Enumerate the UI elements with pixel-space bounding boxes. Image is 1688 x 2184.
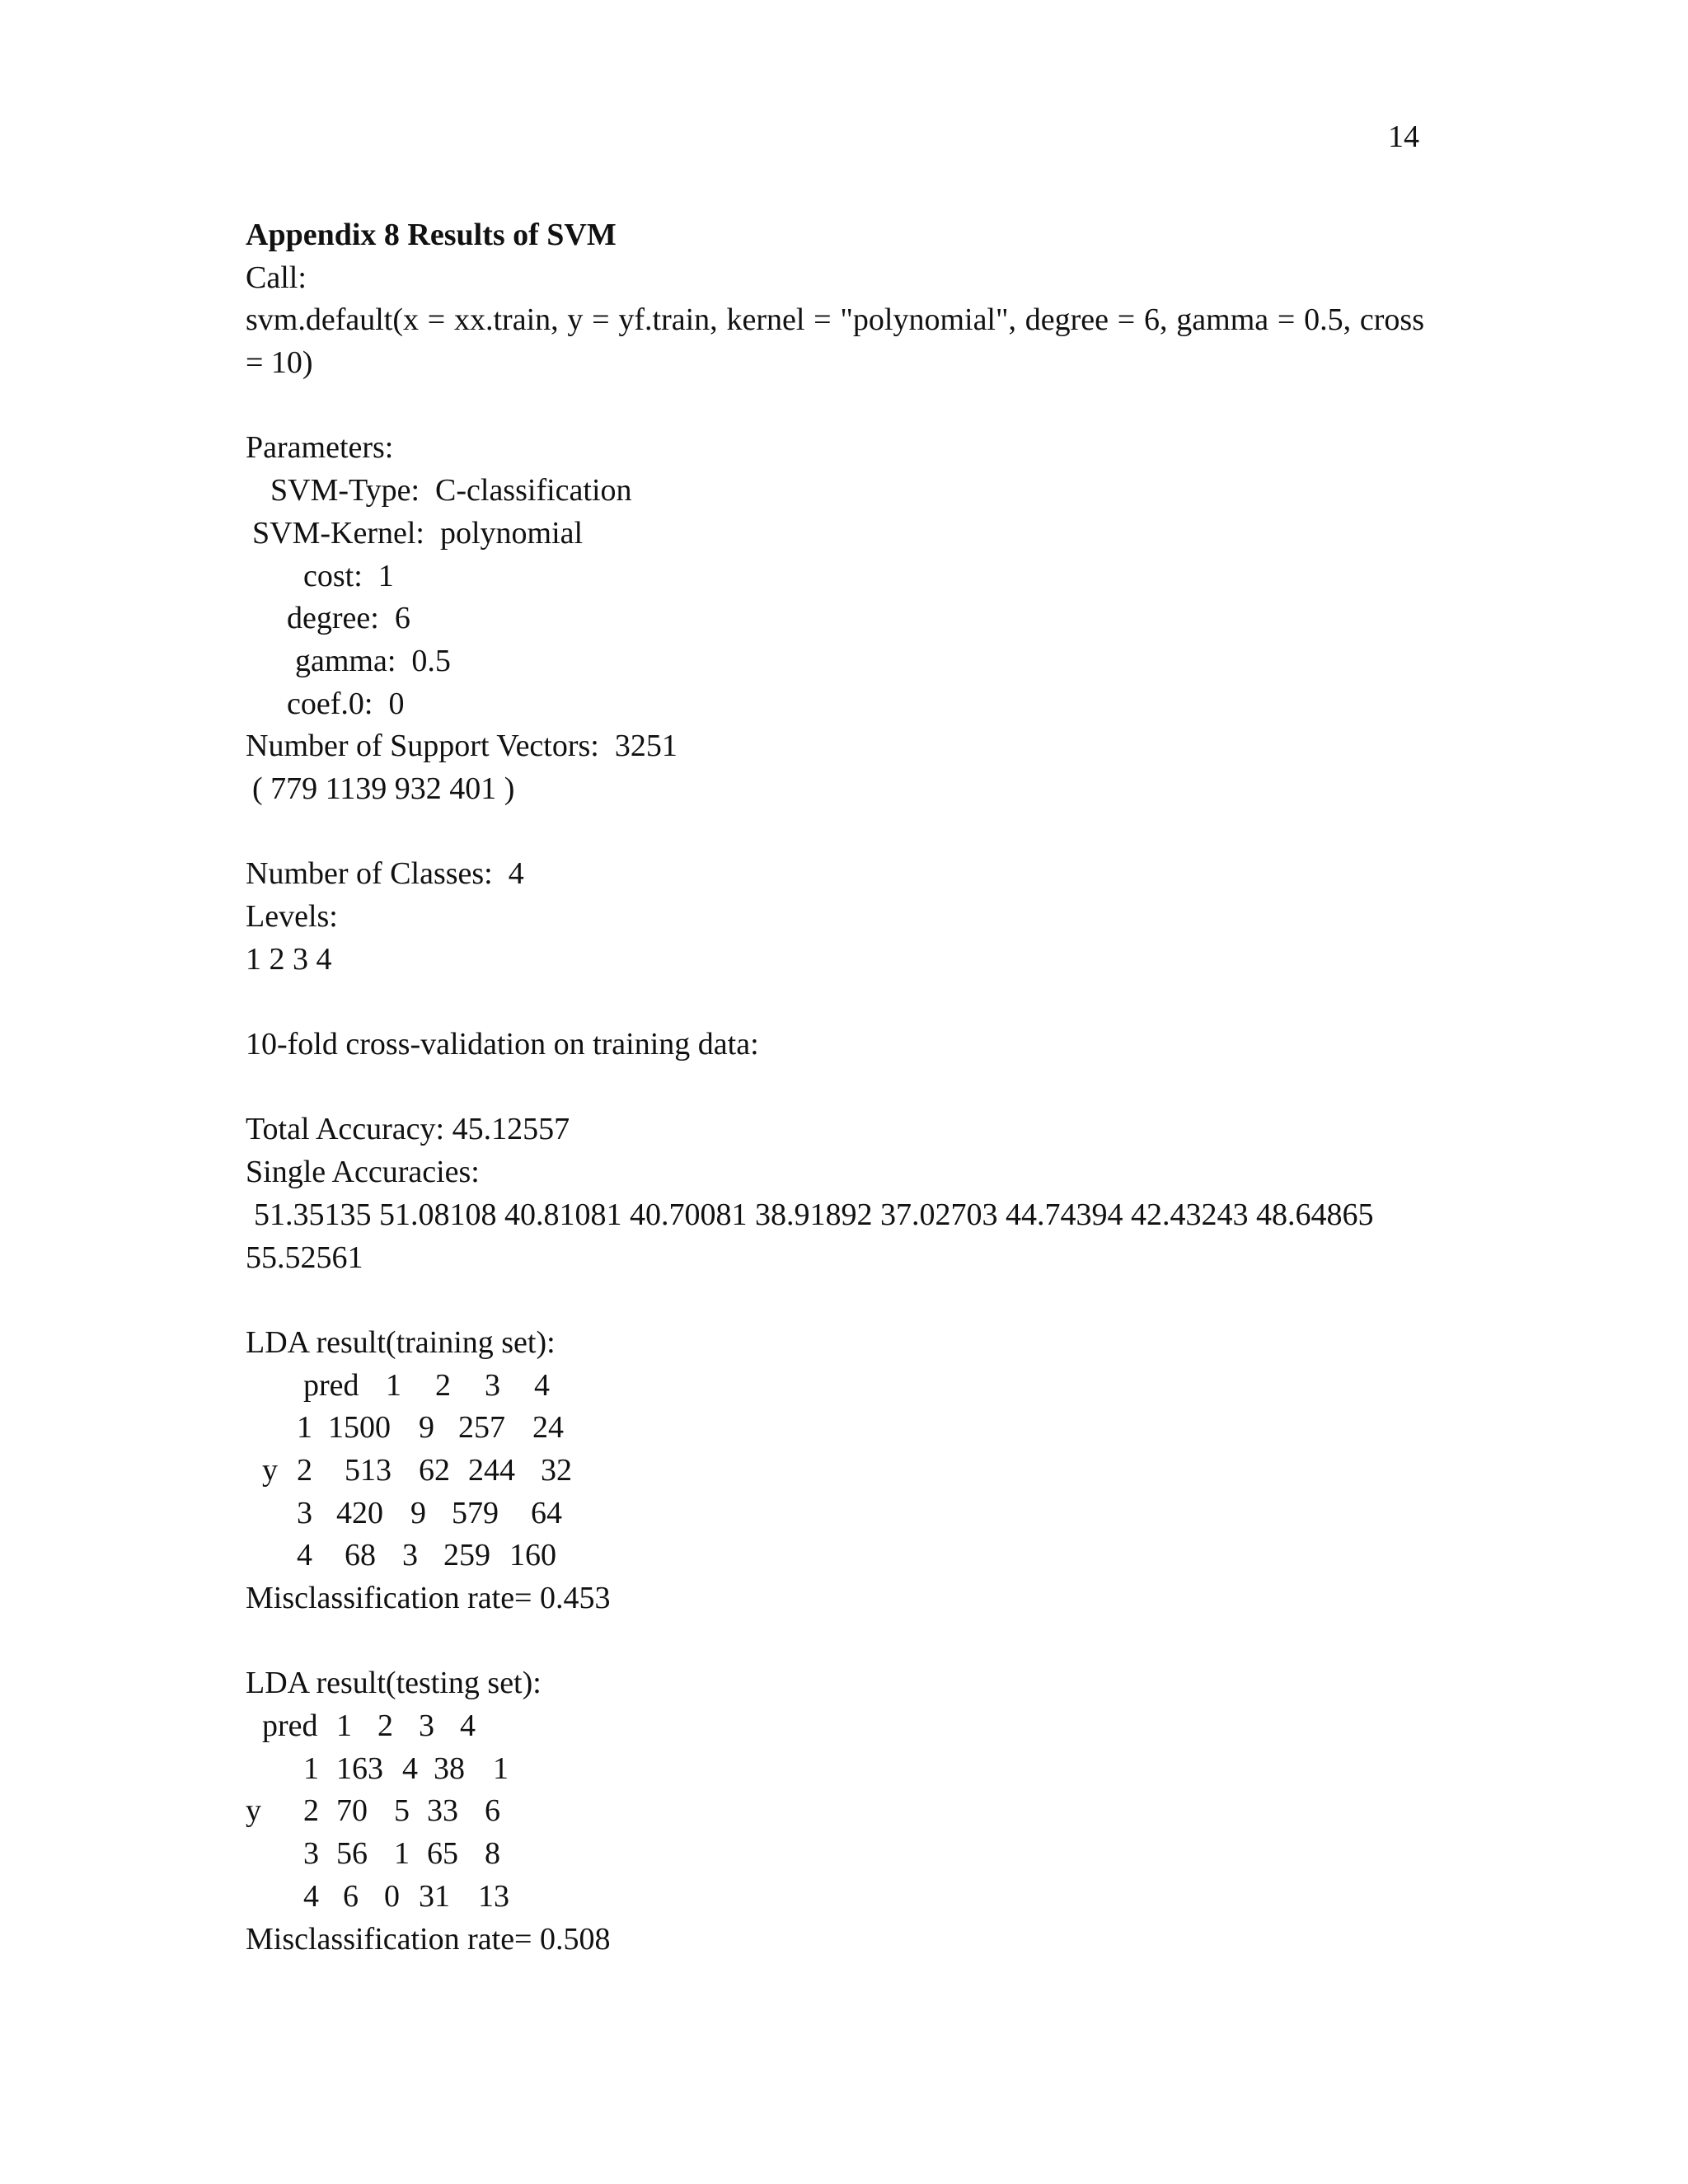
param-coef0 <box>246 683 1424 726</box>
table-cell: 163 <box>336 1750 383 1786</box>
table-cell: 513 <box>345 1452 392 1488</box>
row-label: 1 <box>303 1750 319 1786</box>
spacer <box>246 811 1424 854</box>
page-number: 14 <box>1388 120 1419 154</box>
table-row <box>246 1535 1424 1577</box>
table-cell: 420 <box>336 1495 383 1530</box>
row-label: 3 <box>303 1836 319 1872</box>
param-label: coef.0: <box>287 686 373 721</box>
param-cost <box>246 555 1424 598</box>
table-cell: 38 <box>434 1750 465 1786</box>
classes-label: Number of Classes: <box>246 856 493 892</box>
table-cell: 1 <box>394 1836 410 1872</box>
table-cell: 6 <box>343 1878 359 1914</box>
support-vectors-label: Number of Support Vectors: <box>246 729 599 764</box>
spacer <box>246 385 1424 428</box>
appendix-title: Appendix 8 Results of SVM <box>246 218 617 252</box>
col-header: 1 <box>336 1708 352 1744</box>
param-svm-type <box>246 470 1424 513</box>
param-svm-kernel <box>246 513 1424 555</box>
testing-heading: LDA result(testing set): <box>246 1666 542 1701</box>
row-label: 1 <box>297 1410 312 1446</box>
param-label: gamma: <box>295 643 396 678</box>
param-label: cost: <box>303 558 363 593</box>
spacer <box>246 981 1424 1024</box>
call-text: svm.default(x = xx.train, y = yf.train, kernel = "polynomial", degree = 6, gamma = 0.5, cross = 10) <box>246 302 1424 381</box>
table-cell: 24 <box>532 1410 564 1446</box>
total-accuracy-label: Total Accuracy: <box>246 1112 445 1147</box>
param-value: polynomial <box>439 515 584 551</box>
call-label: Call: <box>246 260 307 295</box>
pred-label: pred <box>262 1708 318 1744</box>
table-cell: 259 <box>443 1538 490 1573</box>
table-cell: 1500 <box>328 1410 391 1446</box>
table-cell: 64 <box>531 1495 562 1530</box>
table-cell: 160 <box>509 1538 556 1573</box>
single-accuracies-label: Single Accuracies: <box>246 1155 480 1190</box>
table-cell: 9 <box>419 1410 434 1446</box>
table-cell: 56 <box>336 1836 368 1872</box>
pred-label: pred <box>303 1367 359 1403</box>
support-vectors-breakdown-text: ( 779 1139 932 401 ) <box>252 771 515 806</box>
table-cell: 62 <box>419 1452 450 1488</box>
table-row <box>246 1450 1424 1493</box>
table-cell: 31 <box>419 1878 450 1914</box>
param-label: SVM-Kernel: <box>252 515 424 551</box>
training-misclassification: Misclassification rate= 0.453 <box>246 1581 611 1616</box>
col-header: 2 <box>377 1708 393 1744</box>
parameters-label: Parameters: <box>246 430 394 466</box>
classes-value: 4 <box>508 856 524 892</box>
table-cell: 244 <box>468 1452 515 1488</box>
table-cell: 3 <box>402 1538 418 1573</box>
col-header: 2 <box>435 1367 451 1403</box>
table-cell: 6 <box>485 1793 500 1829</box>
col-header: 3 <box>485 1367 500 1403</box>
training-heading: LDA result(training set): <box>246 1324 556 1360</box>
row-label: 4 <box>297 1538 312 1573</box>
table-cell: 68 <box>345 1538 376 1573</box>
single-accuracies-line1 <box>246 1194 1424 1237</box>
table-row <box>246 1748 1424 1791</box>
y-label: y <box>246 1793 261 1829</box>
table-cell: 8 <box>485 1836 500 1872</box>
table-cell: 0 <box>384 1878 400 1914</box>
param-value: 0.5 <box>411 643 451 678</box>
row-label: 4 <box>303 1878 319 1914</box>
single-accuracies-line2: 55.52561 <box>246 1240 363 1275</box>
y-label: y <box>262 1452 278 1488</box>
cv-heading: 10-fold cross-validation on training data: <box>246 1027 759 1062</box>
levels-value: 1 2 3 4 <box>246 941 332 977</box>
table-cell: 9 <box>410 1495 426 1530</box>
spacer <box>246 1620 1424 1663</box>
param-label: degree: <box>287 601 379 636</box>
col-header: 3 <box>419 1708 434 1744</box>
table-cell: 70 <box>336 1793 368 1829</box>
param-value: C-classification <box>435 473 632 509</box>
levels-label: Levels: <box>246 899 338 935</box>
table-cell: 4 <box>402 1750 418 1786</box>
param-label: SVM-Type: <box>270 473 420 509</box>
param-degree <box>246 598 1424 640</box>
table-cell: 579 <box>452 1495 499 1530</box>
spacer <box>246 1066 1424 1109</box>
total-accuracy-line <box>246 1108 1424 1151</box>
param-gamma <box>246 640 1424 683</box>
col-header: 4 <box>460 1708 476 1744</box>
row-label: 2 <box>297 1452 312 1488</box>
table-row <box>246 1493 1424 1535</box>
table-cell: 13 <box>478 1878 509 1914</box>
table-cell: 32 <box>541 1452 572 1488</box>
table-row <box>246 1790 1424 1833</box>
row-label: 2 <box>303 1793 319 1829</box>
param-value: 6 <box>394 601 410 636</box>
table-row <box>246 1876 1424 1919</box>
table-cell: 33 <box>427 1793 458 1829</box>
support-vectors-breakdown <box>246 768 1424 811</box>
table-cell: 1 <box>493 1750 509 1786</box>
row-label: 3 <box>297 1495 312 1530</box>
support-vectors-value: 3251 <box>614 729 678 764</box>
table-cell: 65 <box>427 1836 458 1872</box>
testing-header-row <box>246 1705 1424 1748</box>
table-row <box>246 1833 1424 1876</box>
classes-line <box>246 853 1424 896</box>
spacer <box>246 1279 1424 1322</box>
col-header: 1 <box>386 1367 401 1403</box>
single-accuracies-values: 51.35135 51.08108 40.81081 40.70081 38.91892 37.02703 44.74394 42.43243 48.64865 <box>254 1197 1374 1232</box>
total-accuracy-value: 45.12557 <box>452 1112 570 1147</box>
table-cell: 5 <box>394 1793 410 1829</box>
col-header: 4 <box>534 1367 550 1403</box>
param-value: 0 <box>388 686 405 721</box>
table-row <box>246 1407 1424 1450</box>
support-vectors-line <box>246 725 1424 768</box>
param-value: 1 <box>377 558 394 593</box>
table-cell: 257 <box>458 1410 505 1446</box>
training-header-row <box>246 1365 1424 1408</box>
appendix-content <box>246 214 1424 1961</box>
testing-misclassification: Misclassification rate= 0.508 <box>246 1921 611 1957</box>
